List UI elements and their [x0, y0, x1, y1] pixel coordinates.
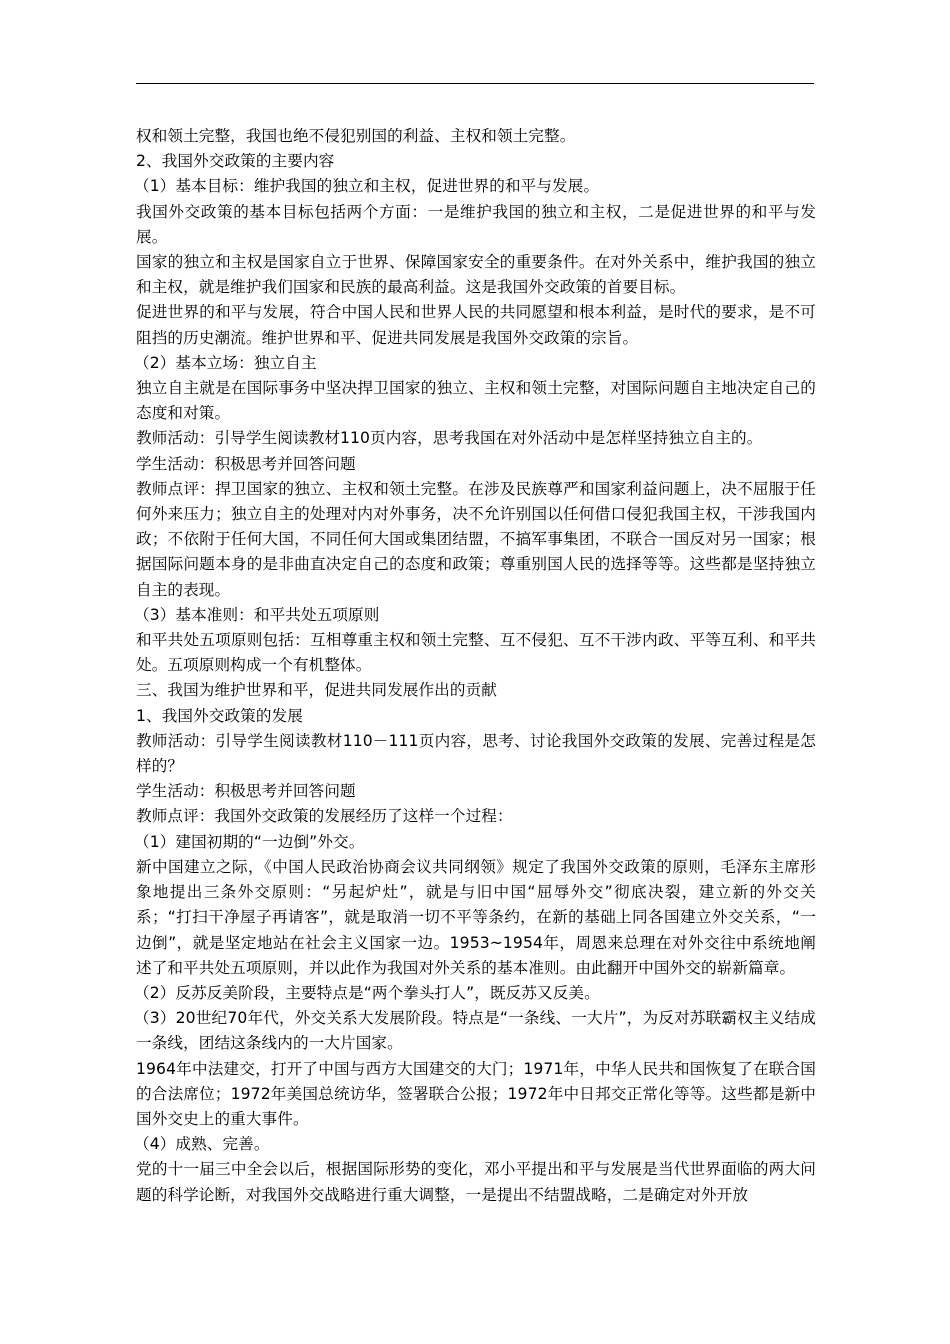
- subheading: （3）基本准则：和平共处五项原则: [134, 605, 380, 624]
- paragraph: 促进世界的和平与发展，符合中国人民和世界人民的共同愿望和根本利益，是时代的要求，是不可阻挡的历史潮流。维护世界和平、促进共同发展是我国外交政策的宗旨。: [136, 303, 816, 347]
- header-rule: [136, 83, 814, 84]
- paragraph: 党的十一届三中全会以后，根据国际形势的变化，邓小平提出和平与发展是当代世界面临的两大问题的科学论断，对我国外交战略进行重大调整，一是提出不结盟战略，二是确定对外开放: [136, 1160, 816, 1204]
- paragraph: 独立自主就是在国际事务中坚决捍卫国家的独立、主权和领土完整，对国际问题自主地决定自己的态度和对策。: [136, 379, 816, 423]
- paragraph: 1964年中法建交，打开了中国与西方大国建交的大门；1971年，中华人民共和国恢复了在联合国的合法席位；1972年美国总统访华，签署联合公报；1972年中日邦交正常化等等。这些都是新中国外交史上的重大事件。: [136, 1059, 816, 1128]
- paragraph: 权和领土完整，我国也绝不侵犯别国的利益、主权和领土完整。: [136, 127, 576, 145]
- paragraph: 教师点评：我国外交政策的发展经历了这样一个过程：: [136, 807, 513, 826]
- paragraph: 学生活动：积极思考并回答问题: [136, 782, 356, 801]
- subheading: （2）反苏反美阶段，主要特点是“两个拳头打人”，既反苏又反美。: [134, 983, 600, 1002]
- subheading: （2）基本立场：独立自主: [134, 353, 317, 372]
- document-body: [136, 124, 816, 1208]
- section-heading: 1、我国外交政策的发展: [136, 706, 303, 725]
- paragraph: 国家的独立和主权是国家自立于世界、保障国家安全的重要条件。在对外关系中，维护我国的独立和主权，就是维护我们国家和民族的最高利益。这是我国外交政策的首要目标。: [136, 253, 816, 297]
- paragraph: 教师活动：引导学生阅读教材110页内容，思考我国在对外活动中是怎样坚持独立自主的。: [136, 429, 763, 448]
- paragraph: 教师点评：捍卫国家的独立、主权和领土完整。在涉及民族尊严和国家利益问题上，决不屈服于任何外来压力；独立自主的处理对内对外事务，决不允许别国以任何借口侵犯我国主权，干涉我国内政；不依附于任何大国，不同任何大国或集团结盟，不搞军事集团，不联合一国反对另一国家；根据国际问题本身的是非曲直决定自己的态度和政策；尊重别国人民的选择等等。这些都是坚持独立自主的表现。: [136, 479, 816, 599]
- subheading: （4）成熟、完善。: [134, 1135, 270, 1154]
- section-heading: 2、我国外交政策的主要内容: [136, 152, 335, 171]
- subheading: （1）基本目标：维护我国的独立和主权，促进世界的和平与发展。: [134, 177, 600, 196]
- paragraph: 新中国建立之际，《中国人民政治协商会议共同纲领》规定了我国外交政策的原则，毛泽东主席形象地提出三条外交原则：“另起炉灶”，就是与旧中国“屈辱外交”彻底决裂，建立新的外交关系；“打扫干净屋子再请客”，就是取消一切不平等条约，在新的基础上同各国建立外交关系，“一边倒”，就是坚定地站在社会主义国家一边。1953~1954年，周恩来总理在对外交往中系统地阐述了和平共处五项原则，并以此作为我国对外关系的基本准则。由此翻开中国外交的崭新篇章。: [136, 857, 816, 977]
- paragraph: 和平共处五项原则包括：互相尊重主权和领土完整、互不侵犯、互不干涉内政、平等互利、和平共处。五项原则构成一个有机整体。: [136, 631, 816, 675]
- paragraph: 我国外交政策的基本目标包括两个方面：一是维护我国的独立和主权，二是促进世界的和平与发展。: [136, 202, 816, 246]
- subheading: （3）20世纪70年代，外交关系大发展阶段。特点是“一条线、一大片”，为反对苏联霸权主义结成一条线，团结这条线内的一大片国家。: [134, 1009, 816, 1053]
- section-heading: 三、我国为维护世界和平，促进共同发展作出的贡献: [136, 681, 497, 700]
- subheading: （1）建国初期的“一边倒”外交。: [134, 832, 365, 851]
- paragraph: 教师活动：引导学生阅读教材110－111页内容，思考、讨论我国外交政策的发展、完善过程是怎样的？: [136, 731, 816, 776]
- paragraph: 学生活动：积极思考并回答问题: [136, 454, 356, 473]
